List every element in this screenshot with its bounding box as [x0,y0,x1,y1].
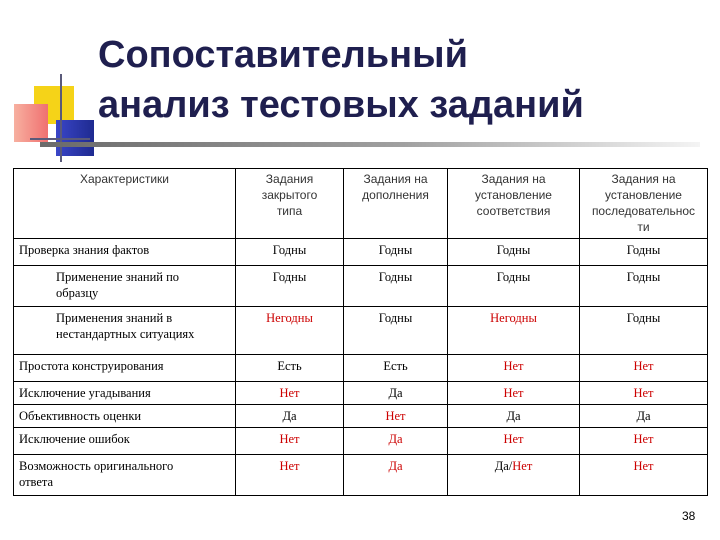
title-underline [40,142,700,147]
table-cell: Нет [448,355,580,382]
table-cell: Годны [448,239,580,266]
table-cell: Годны [580,266,708,307]
table-cell: Годны [236,239,344,266]
table-row [14,382,708,405]
header-text-line: Задания на [481,172,546,186]
table-cell: Годны [344,307,448,355]
table-row [14,307,708,355]
table-cell: Годны [580,239,708,266]
header-text-line: Задания на [363,172,428,186]
table-cell: Годны [236,266,344,307]
header-text-line: ти [637,220,650,234]
table-cell: Нет [580,428,708,455]
header-completion [344,169,448,239]
row-label: Простота конструирования [14,355,236,382]
table-row [14,355,708,382]
row-label: Проверка знания фактов [14,239,236,266]
comparison-table [13,168,708,496]
table-cell: Да [580,405,708,428]
header-text-line: установление [605,188,682,202]
header-text-line: Задания на [611,172,676,186]
header-characteristics [14,169,236,239]
table-cell: Да [236,405,344,428]
row-label-line: Возможность оригинального [19,459,174,473]
decor-vertical-line [60,74,62,162]
row-label: Исключение угадывания [14,382,236,405]
table-cell: Годны [580,307,708,355]
table-row [14,405,708,428]
row-label: Исключение ошибок [14,428,236,455]
header-sequence [580,169,708,239]
table-header-row [14,169,708,239]
table-cell: Нет [236,382,344,405]
header-text-line: установление [475,188,552,202]
header-text-line: закрытого [261,188,318,202]
slide-title [98,30,708,130]
table-cell: Годны [344,266,448,307]
table-cell: Нет [448,428,580,455]
cell-value-part: Нет [512,459,533,473]
table-cell: Годны [344,239,448,266]
header-text-line: Задания [265,172,314,186]
slide-title-line-1: Сопоставительный [98,34,468,76]
table-cell: Нет [580,455,708,496]
table-cell: Годны [448,266,580,307]
table-cell: Нет [236,455,344,496]
header-text-line: соответствия [476,204,551,218]
table-cell: Да [344,428,448,455]
table-cell: Нет [236,428,344,455]
decor-red-square [14,104,48,142]
row-label-line: образцу [56,286,99,300]
table-row [14,266,708,307]
cell-value-part: Да/ [494,459,513,473]
header-text-line: типа [276,204,303,218]
row-label [14,266,236,307]
table-row [14,239,708,266]
row-label-line: ответа [19,475,54,489]
row-label-line: Применения знаний в [56,311,173,325]
table-row [14,455,708,496]
header-text-line: последовательнос [591,204,696,218]
slide-title-line-2: анализ тестовых заданий [98,84,584,126]
row-label-line: нестандартных ситуациях [56,327,195,341]
table-cell: Да [344,382,448,405]
header-matching [448,169,580,239]
table-cell: Нет [580,382,708,405]
table-cell: Да [448,405,580,428]
decor-horizontal-line [30,138,90,140]
table-cell: Да [344,455,448,496]
table-body [14,239,708,496]
table-row [14,428,708,455]
page-number: 38 [682,509,696,523]
row-label-line: Применение знаний по [56,270,180,284]
header-text-line: дополнения [362,188,429,202]
table-cell: Есть [344,355,448,382]
table-cell: Нет [580,355,708,382]
table-cell [448,455,580,496]
table-cell: Нет [448,382,580,405]
row-label [14,307,236,355]
table-cell: Есть [236,355,344,382]
header-text-line: Характеристики [80,172,169,186]
row-label: Объективность оценки [14,405,236,428]
row-label [14,455,236,496]
table-cell: Негодны [236,307,344,355]
table-cell: Негодны [448,307,580,355]
table-cell: Нет [344,405,448,428]
header-closed-type [236,169,344,239]
